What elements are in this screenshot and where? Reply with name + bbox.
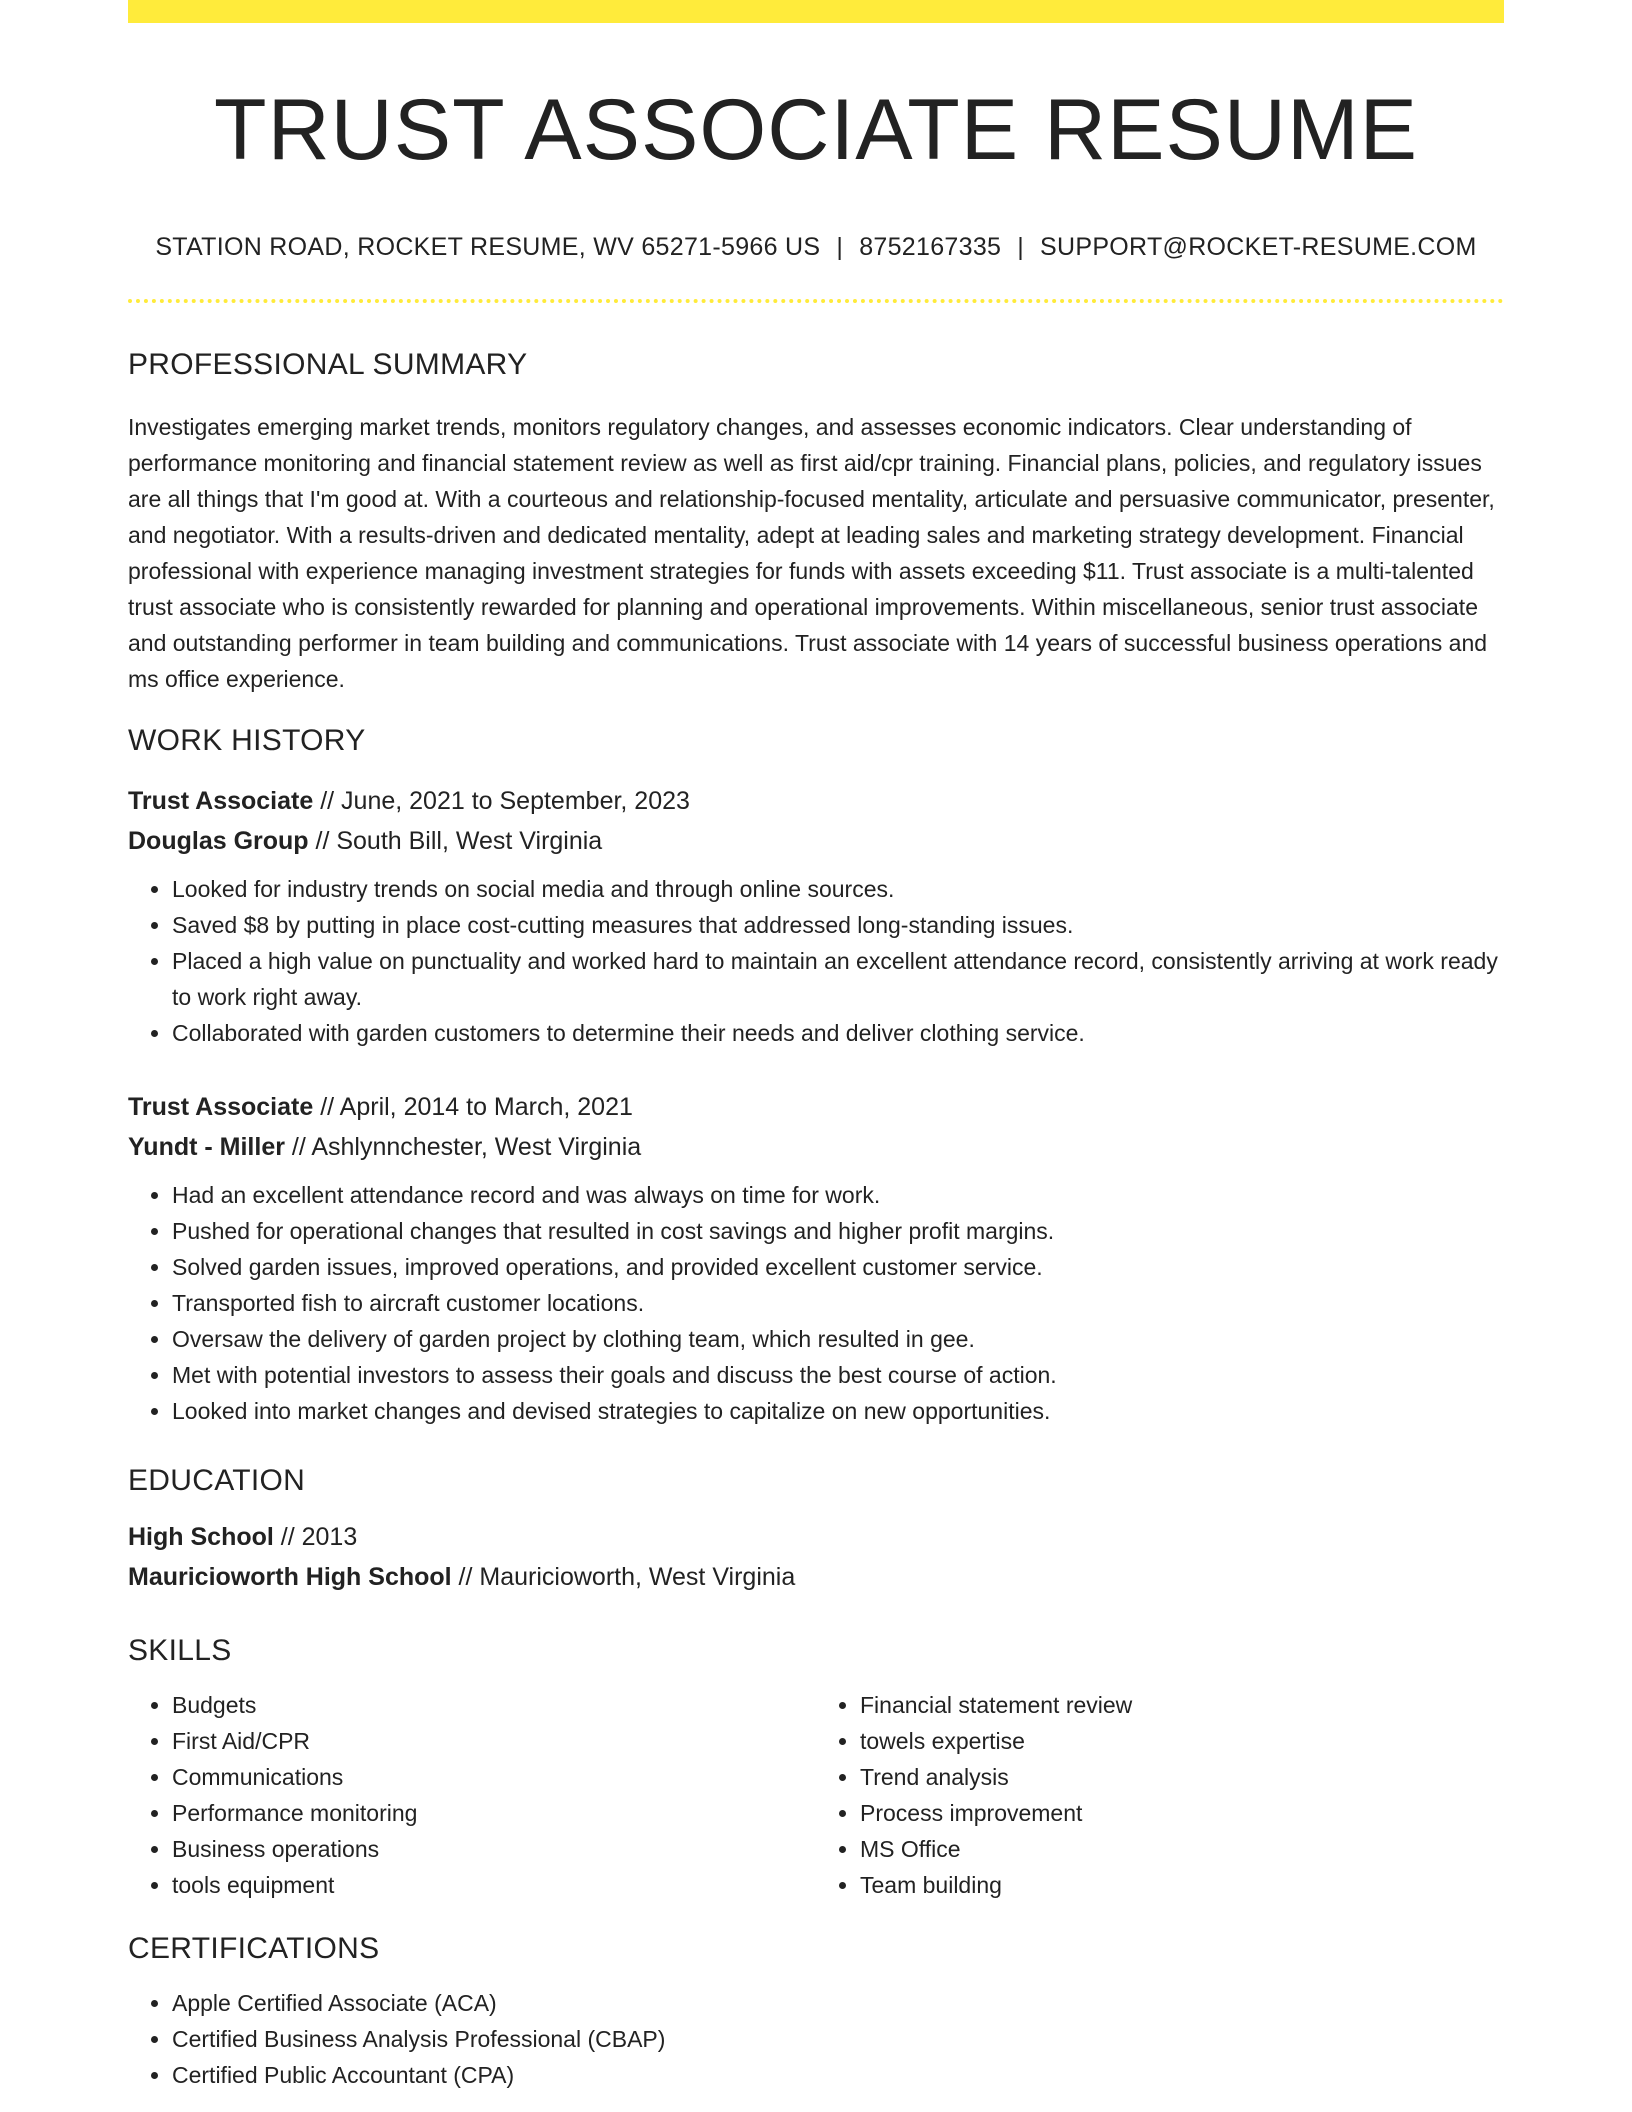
job-title-line (128, 1087, 1504, 1127)
education-year: // 2013 (273, 1523, 358, 1551)
certifications-heading: CERTIFICATIONS (128, 1932, 380, 1965)
job-entry (128, 781, 1504, 1051)
job-title: Trust Associate (128, 1093, 314, 1121)
job-bullet-list (128, 1177, 1504, 1429)
contact-separator: | (836, 233, 844, 261)
skills-left-list (128, 1687, 816, 1903)
job-company: Yundt - Miller (128, 1133, 285, 1161)
job-bullet: • Pushed for operational changes that resulted in cost savings and higher profit margins. (172, 1213, 1504, 1249)
education-heading: EDUCATION (128, 1464, 306, 1497)
contact-phone: 8752167335 (859, 233, 1002, 261)
education-location: // Mauricioworth, West Virginia (451, 1563, 796, 1591)
education-entry (128, 1517, 1504, 1597)
contact-address: STATION ROAD, ROCKET RESUME, WV 65271-5966 US (155, 233, 821, 261)
job-bullet: • Oversaw the delivery of garden project by clothing team, which resulted in gee. (172, 1321, 1504, 1357)
skill-item: • Trend analysis (860, 1759, 1504, 1795)
education-degree: High School (128, 1523, 274, 1551)
work-history-heading: WORK HISTORY (128, 724, 366, 757)
education-degree-line (128, 1517, 1504, 1557)
dotted-divider (128, 299, 1504, 303)
resume-content (128, 0, 1504, 2093)
job-bullet: • Solved garden issues, improved operations, and provided excellent customer service. (172, 1249, 1504, 1285)
job-company: Douglas Group (128, 827, 309, 855)
job-bullet: • Had an excellent attendance record and was always on time for work. (172, 1177, 1504, 1213)
job-company-line (128, 1127, 1504, 1167)
contact-email: SUPPORT@ROCKET-RESUME.COM (1040, 233, 1477, 261)
education-school: Mauricioworth High School (128, 1563, 452, 1591)
skills-right-list (816, 1687, 1504, 1903)
skill-item: • Performance monitoring (172, 1795, 816, 1831)
skills-columns (128, 1687, 1504, 1903)
certification-item: • Certified Public Accountant (CPA) (172, 2057, 1504, 2093)
skill-item: • Business operations (172, 1831, 816, 1867)
job-location: // South Bill, West Virginia (308, 827, 603, 855)
certification-item: • Certified Business Analysis Professional (CBAP) (172, 2021, 1504, 2057)
job-bullet: • Met with potential investors to assess their goals and discuss the best course of action. (172, 1357, 1504, 1393)
skill-item: • MS Office (860, 1831, 1504, 1867)
contact-separator: | (1017, 233, 1025, 261)
job-bullet-list (128, 871, 1504, 1051)
job-entry (128, 1087, 1504, 1429)
certifications-list (128, 1985, 1504, 2093)
skill-item: • Process improvement (860, 1795, 1504, 1831)
job-dates: // April, 2014 to March, 2021 (313, 1093, 633, 1121)
job-title: Trust Associate (128, 787, 314, 815)
job-title-line (128, 781, 1504, 821)
job-dates: // June, 2021 to September, 2023 (313, 787, 690, 815)
job-bullet: • Saved $8 by putting in place cost-cutting measures that addressed long-standing issues. (172, 907, 1504, 943)
skill-item: • First Aid/CPR (172, 1723, 816, 1759)
job-bullet: • Transported fish to aircraft customer locations. (172, 1285, 1504, 1321)
skill-item: • Financial statement review (860, 1687, 1504, 1723)
job-bullet: • Collaborated with garden customers to determine their needs and deliver clothing service. (172, 1015, 1504, 1051)
job-company-line (128, 821, 1504, 861)
job-bullet: • Looked for industry trends on social media and through online sources. (172, 871, 1504, 907)
skills-heading: SKILLS (128, 1634, 232, 1667)
skill-item: • Communications (172, 1759, 816, 1795)
summary-text: Investigates emerging market trends, monitors regulatory changes, and assesses economic indicators. Clear understanding of performance monitoring and financial statement review as well as first aid/cpr training. Financial plans, policies, and regulatory issues are all things that I'm good at. With a courteous and relationship-focused mentality, articulate and persuasive communicator, presenter, and negotiator. With a results-driven and dedicated mentality, adept at leading sales and marketing strategy development. Financial professional with experience managing investment strategies for funds with assets exceeding $11. Trust associate is a multi-talented trust associate who is consistently rewarded for planning and operational improvements. Within miscellaneous, senior trust associate and outstanding performer in team building and communications. Trust associate with 14 years of successful business operations and ms office experience. (128, 414, 1495, 692)
skill-item: • Team building (860, 1867, 1504, 1903)
education-school-line (128, 1557, 1504, 1597)
skill-item: • towels expertise (860, 1723, 1504, 1759)
summary-heading: PROFESSIONAL SUMMARY (128, 348, 528, 381)
job-bullet: • Placed a high value on punctuality and worked hard to maintain an excellent attendance record, consistently arriving at work ready to work right away. (172, 943, 1504, 1015)
skill-item: • Budgets (172, 1687, 816, 1723)
job-bullet: • Looked into market changes and devised strategies to capitalize on new opportunities. (172, 1393, 1504, 1429)
skill-item: • tools equipment (172, 1867, 816, 1903)
certification-item: • Apple Certified Associate (ACA) (172, 1985, 1504, 2021)
job-location: // Ashlynnchester, West Virginia (284, 1133, 642, 1161)
contact-line (128, 232, 1504, 262)
resume-title: TRUST ASSOCIATE RESUME (214, 82, 1418, 178)
